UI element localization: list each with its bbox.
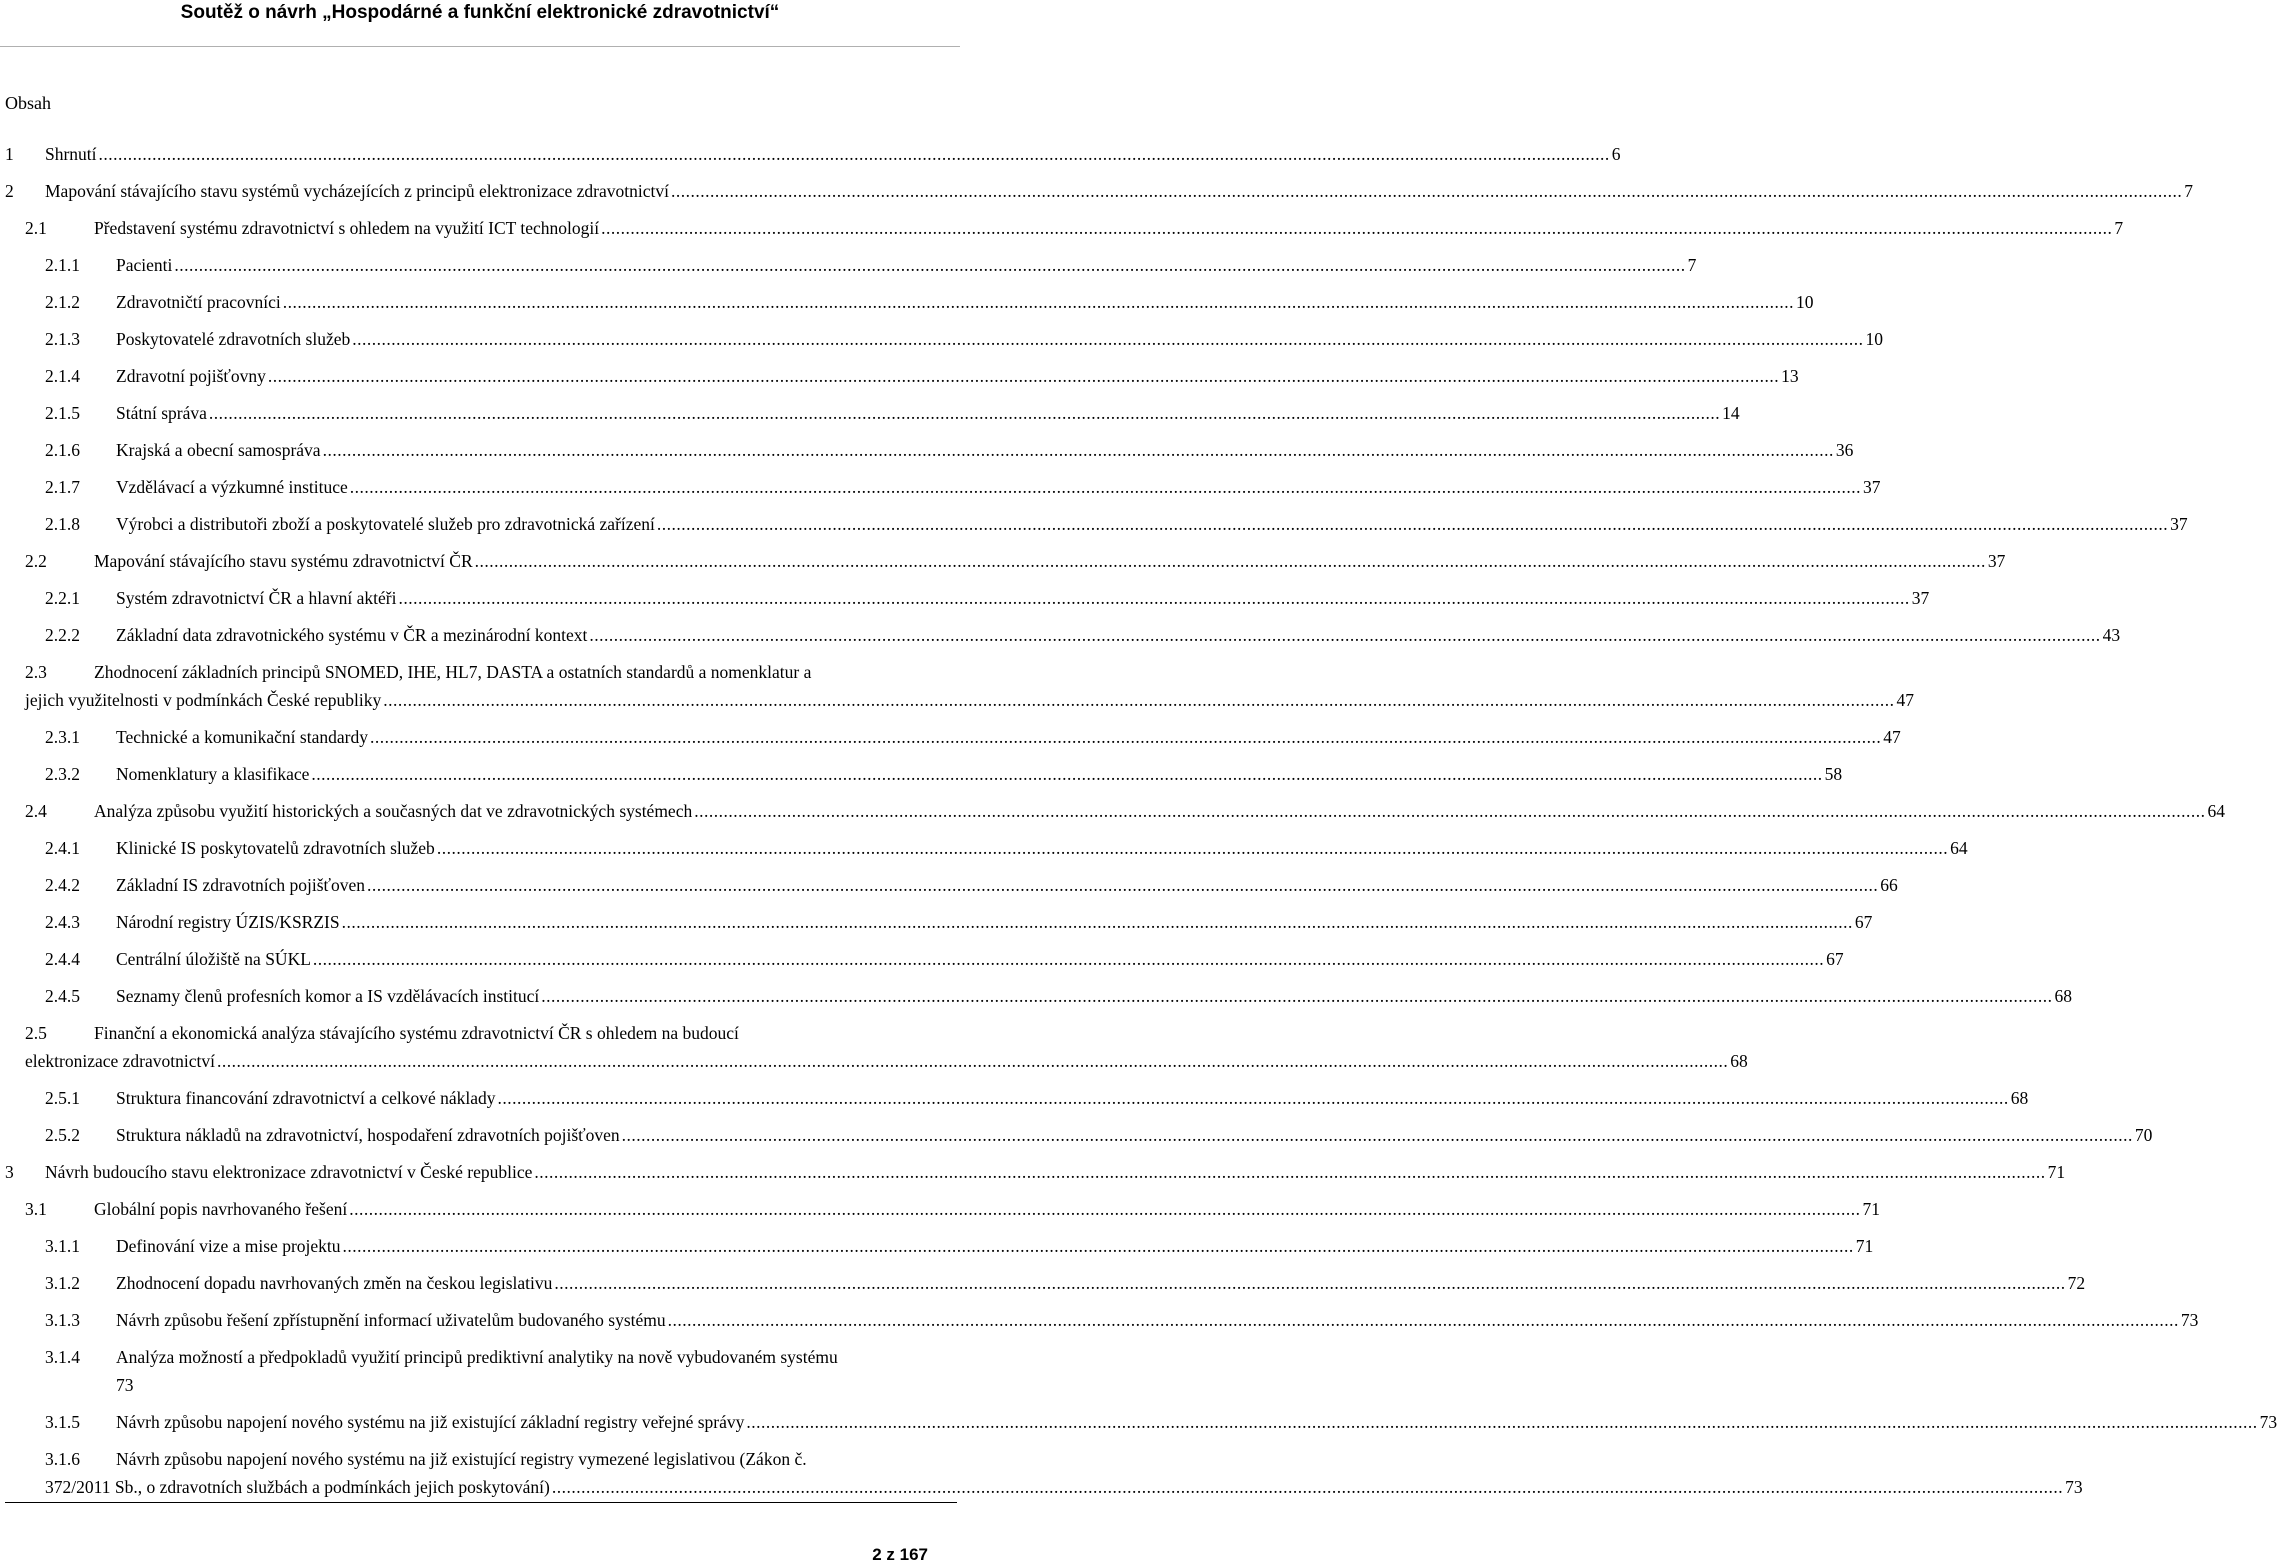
toc-entry-link[interactable]: [116, 947, 1844, 972]
dot-leader: [209, 401, 1720, 426]
toc-entry-title: jejich využitelnosti v podmínkách České republiky: [25, 690, 382, 710]
toc-entry-page: 73: [116, 1375, 134, 1395]
toc-entry-link[interactable]: [116, 1308, 2199, 1333]
dot-leader: [343, 1234, 1854, 1259]
toc-entry-title[interactable]: Návrh způsobu napojení nového systému na již existující registry vymezené legislativou (Zákon č.: [116, 1449, 807, 1469]
toc-entry-link[interactable]: [116, 725, 1901, 750]
toc-entry-page: 37: [2170, 514, 2188, 534]
toc-entry-title: Poskytovatelé zdravotních služeb: [116, 329, 351, 349]
toc-entry-number: 3.1.5: [45, 1412, 80, 1432]
toc-entry-number: 2.2.1: [45, 588, 80, 608]
dot-leader: [668, 1308, 2179, 1333]
toc-entry-number: 2.2: [25, 551, 47, 571]
toc-entry-link[interactable]: [116, 290, 1814, 315]
toc-entry-number: 2.1.2: [45, 292, 80, 312]
dot-leader: [313, 947, 1824, 972]
dot-leader: [268, 364, 1779, 389]
toc-entry-title: Zdravotničtí pracovníci: [116, 292, 281, 312]
toc-entry-page: 37: [1911, 588, 1930, 608]
toc-entry-page: 68: [2054, 986, 2073, 1006]
toc-entry-link[interactable]: [116, 253, 1697, 278]
toc-entry-link[interactable]: [94, 1197, 1880, 1222]
toc-entry-page: 47: [1883, 727, 1901, 747]
toc-entry-number: 2.1.3: [45, 329, 80, 349]
dot-leader: [552, 1475, 2063, 1500]
toc-entry-page: 43: [2102, 625, 2121, 645]
dot-leader: [350, 475, 1861, 500]
dot-leader: [99, 142, 1610, 167]
toc-entry-page: 6: [1611, 144, 1621, 164]
toc-entry-page: 73: [2259, 1412, 2277, 1432]
toc-entry-title: Klinické IS poskytovatelů zdravotních služeb: [116, 838, 435, 858]
toc-entry-number: 2.3.2: [45, 764, 80, 784]
dot-leader: [383, 688, 1894, 713]
toc-entry-page: 7: [2184, 181, 2193, 201]
divider: [5, 1502, 957, 1503]
toc-entry-number: 3.1: [25, 1199, 47, 1219]
dot-leader: [349, 1197, 1860, 1222]
toc-entry-page: 71: [2047, 1162, 2066, 1182]
toc-entry-link[interactable]: [116, 475, 1881, 500]
toc-entry-number: 2.1.8: [45, 514, 80, 534]
toc-entry-number: 2.4.1: [45, 838, 80, 858]
toc-entry-page: 67: [1854, 912, 1873, 932]
toc-entry-link[interactable]: [116, 327, 1883, 352]
toc-entry-link[interactable]: [116, 512, 2188, 537]
toc-entry-title: Zdravotní pojišťovny: [116, 366, 266, 386]
toc-entry-number: 2.1.1: [45, 255, 80, 275]
dot-leader: [657, 512, 2168, 537]
toc-entry-page: 10: [1795, 292, 1814, 312]
toc-entry-page: 68: [1730, 1051, 1748, 1071]
toc-entry-title: elektronizace zdravotnictví: [25, 1051, 215, 1071]
toc-entry-link[interactable]: [25, 1049, 1748, 1074]
toc-entry-link[interactable]: [116, 762, 1843, 787]
toc-entry-number: 3.1.4: [45, 1347, 80, 1367]
dot-leader: [217, 1049, 1728, 1074]
toc-entry-link[interactable]: [45, 142, 1621, 167]
toc-entry-title: Seznamy členů profesních komor a IS vzdělávacích institucí: [116, 986, 540, 1006]
toc-entry-title: Struktura financování zdravotnictví a celkové náklady: [116, 1088, 496, 1108]
toc-entry-page: 37: [1987, 551, 2006, 571]
dot-leader: [498, 1086, 2009, 1111]
toc-entry-number: 2.5.2: [45, 1125, 80, 1145]
toc-entry-page: 67: [1826, 949, 1844, 969]
toc-entry-page: 58: [1824, 764, 1843, 784]
toc-entry-title: Návrh způsobu napojení nového systému na již existující základní registry veřejné správy: [116, 1412, 745, 1432]
toc-entry-link[interactable]: [116, 836, 1968, 861]
toc-entry-page: 71: [1855, 1236, 1874, 1256]
page-indicator: 2 z 167: [872, 1545, 928, 1564]
toc-entry-number: 2.1: [25, 218, 47, 238]
toc-entry-title: Národní registry ÚZIS/KSRZIS: [116, 912, 340, 932]
toc-entry-number: 3.1.2: [45, 1273, 80, 1293]
toc-entry-page: 64: [2207, 801, 2225, 821]
toc-entry-title[interactable]: Finanční a ekonomická analýza stávajícího systému zdravotnictví ČR s ohledem na budoucí: [94, 1023, 739, 1043]
toc-entry-link[interactable]: [45, 1160, 2066, 1185]
toc-entry-link[interactable]: [94, 216, 2124, 241]
toc-entry-page: 73: [2065, 1477, 2083, 1497]
header-title: Soutěž o návrh „Hospodárné a funkční elektronické zdravotnictví“: [180, 2, 780, 23]
toc-entry-title: Centrální úložiště na SÚKL: [116, 949, 311, 969]
toc-entry-link[interactable]: [116, 1410, 2277, 1435]
toc-entry-title: Návrh způsobu řešení zpřístupnění informací uživatelům budovaného systému: [116, 1310, 666, 1330]
toc-entry-number: 2.4.2: [45, 875, 80, 895]
dot-leader: [694, 799, 2205, 824]
toc-entry-title: Představení systému zdravotnictví s ohledem na využití ICT technologií: [94, 218, 600, 238]
toc-entry-title: Pacienti: [116, 255, 173, 275]
toc-entry-number: 2: [5, 181, 14, 201]
toc-entry-number: 2.3.1: [45, 727, 80, 747]
toc-title: Obsah: [5, 93, 51, 113]
toc-entry-title: Mapování stávajícího stavu systémů vycházejících z principů elektronizace zdravotnictví: [45, 181, 669, 201]
toc-entry-title: Mapování stávajícího stavu systému zdravotnictví ČR: [94, 551, 473, 571]
toc-entry-title: Zhodnocení dopadu navrhovaných změn na českou legislativu: [116, 1273, 553, 1293]
toc-entry-number: 2.4.3: [45, 912, 80, 932]
toc-entry-title: 372/2011 Sb., o zdravotních službách a podmínkách jejich poskytování): [45, 1477, 550, 1497]
toc-entry-number: 2.2.2: [45, 625, 80, 645]
toc-entry-number: 3.1.3: [45, 1310, 80, 1330]
toc-entry-page: 72: [2067, 1273, 2086, 1293]
toc-entry-link[interactable]: [116, 438, 1854, 463]
toc-entry-title: Definování vize a mise projektu: [116, 1236, 341, 1256]
dot-leader: [352, 327, 1863, 352]
toc-entry-link[interactable]: [116, 586, 1930, 611]
toc-entry-number: 2.3: [25, 662, 47, 682]
toc-entry-page: 37: [1863, 477, 1881, 497]
toc-entry-page: 14: [1722, 403, 1740, 423]
toc-entry-title: Krajská a obecní samospráva: [116, 440, 321, 460]
toc-entry-link[interactable]: [94, 549, 2006, 574]
toc-entry-page: 7: [2114, 218, 2124, 238]
toc-entry-number: 2.1.4: [45, 366, 80, 386]
dot-leader: [311, 762, 1822, 787]
dot-leader: [323, 438, 1834, 463]
toc-entry-title[interactable]: Analýza možností a předpokladů využití principů prediktivní analytiky na nově vybudovaném systému: [116, 1347, 838, 1367]
toc-entry-number: 2.5: [25, 1023, 47, 1043]
toc-entry-link[interactable]: [94, 799, 2225, 824]
toc-entry-page: 66: [1880, 875, 1898, 895]
toc-entry-number: 2.1.7: [45, 477, 80, 497]
toc-entry-page: 70: [2134, 1125, 2153, 1145]
toc-entry-title: Struktura nákladů na zdravotnictví, hospodaření zdravotních pojišťoven: [116, 1125, 620, 1145]
dot-leader: [283, 290, 1794, 315]
toc-entry-link[interactable]: [116, 1271, 2086, 1296]
toc-entry-page: 7: [1687, 255, 1697, 275]
toc-entry-link[interactable]: [45, 179, 2193, 204]
dot-leader: [342, 910, 1853, 935]
toc-entry-page: 13: [1781, 366, 1799, 386]
toc-entry-link[interactable]: [116, 984, 2073, 1009]
dot-leader: [174, 253, 1685, 278]
page-header: [0, 0, 960, 47]
toc-entry-title: Základní data zdravotnického systému v ČR a mezinárodní kontext: [116, 625, 588, 645]
toc-entry-link[interactable]: [116, 1234, 1874, 1259]
toc-entry-link[interactable]: [25, 688, 1914, 713]
toc-entry-number: 2.4.4: [45, 949, 80, 969]
toc-entry-page: 36: [1835, 440, 1854, 460]
toc-entry-page: 73: [2180, 1310, 2199, 1330]
toc-entry-link[interactable]: [116, 1123, 2153, 1148]
dot-leader: [541, 984, 2052, 1009]
toc-entry-page: 68: [2010, 1088, 2029, 1108]
toc-entry-number: 1: [5, 144, 14, 164]
toc-entry-title: Návrh budoucího stavu elektronizace zdravotnictví v České republice: [45, 1162, 533, 1182]
dot-leader: [554, 1271, 2065, 1296]
toc-entry-number: 2.5.1: [45, 1088, 80, 1108]
toc-entry-link[interactable]: [116, 401, 1740, 426]
toc-entry-title: Státní správa: [116, 403, 207, 423]
toc-entry-page: 64: [1950, 838, 1968, 858]
toc-entry-number: 3.1.6: [45, 1449, 80, 1469]
toc-entry-link[interactable]: [116, 910, 1873, 935]
toc-entry-page: 47: [1896, 690, 1914, 710]
toc-entry-link[interactable]: [116, 873, 1898, 898]
toc-entry-page: 10: [1865, 329, 1883, 349]
dot-leader: [671, 179, 2182, 204]
dot-leader: [601, 216, 2112, 241]
toc-entry-number: 2.4.5: [45, 986, 80, 1006]
toc-entry-number: 3: [5, 1162, 14, 1182]
toc-entry-link[interactable]: [45, 1475, 2083, 1500]
toc-entry-number: 2.4: [25, 801, 47, 821]
dot-leader: [398, 586, 1909, 611]
dot-leader: [437, 836, 1948, 861]
toc-entry-title: Shrnutí: [45, 144, 97, 164]
toc-entry-number: 2.1.6: [45, 440, 80, 460]
toc-entry-link[interactable]: [116, 364, 1799, 389]
toc-entry-link[interactable]: [116, 623, 2121, 648]
dot-leader: [367, 873, 1878, 898]
toc-entry-title: Technické a komunikační standardy: [116, 727, 368, 747]
toc-entry-number: 2.1.5: [45, 403, 80, 423]
toc-entry-link[interactable]: [116, 1086, 2029, 1111]
toc-entry-title: Analýza způsobu využití historických a současných dat ve zdravotnických systémech: [94, 801, 693, 821]
dot-leader: [475, 549, 1986, 574]
toc-entry-page: 71: [1862, 1199, 1880, 1219]
dot-leader: [534, 1160, 2045, 1185]
dot-leader: [589, 623, 2100, 648]
toc-entry-title: Vzdělávací a výzkumné instituce: [116, 477, 348, 497]
toc-entry-title: Globální popis navrhovaného řešení: [94, 1199, 348, 1219]
toc-entry-number: 3.1.1: [45, 1236, 80, 1256]
toc-entry-title: Základní IS zdravotních pojišťoven: [116, 875, 366, 895]
dot-leader: [746, 1410, 2257, 1435]
dot-leader: [622, 1123, 2133, 1148]
toc-entry-title: Výrobci a distributoři zboží a poskytovatelé služeb pro zdravotnická zařízení: [116, 514, 655, 534]
toc-entry-title[interactable]: Zhodnocení základních principů SNOMED, IHE, HL7, DASTA a ostatních standardů a nomenklatur a: [94, 662, 812, 682]
dot-leader: [370, 725, 1881, 750]
toc-entry-title: Nomenklatury a klasifikace: [116, 764, 310, 784]
toc-entry-title: Systém zdravotnictví ČR a hlavní aktéři: [116, 588, 397, 608]
